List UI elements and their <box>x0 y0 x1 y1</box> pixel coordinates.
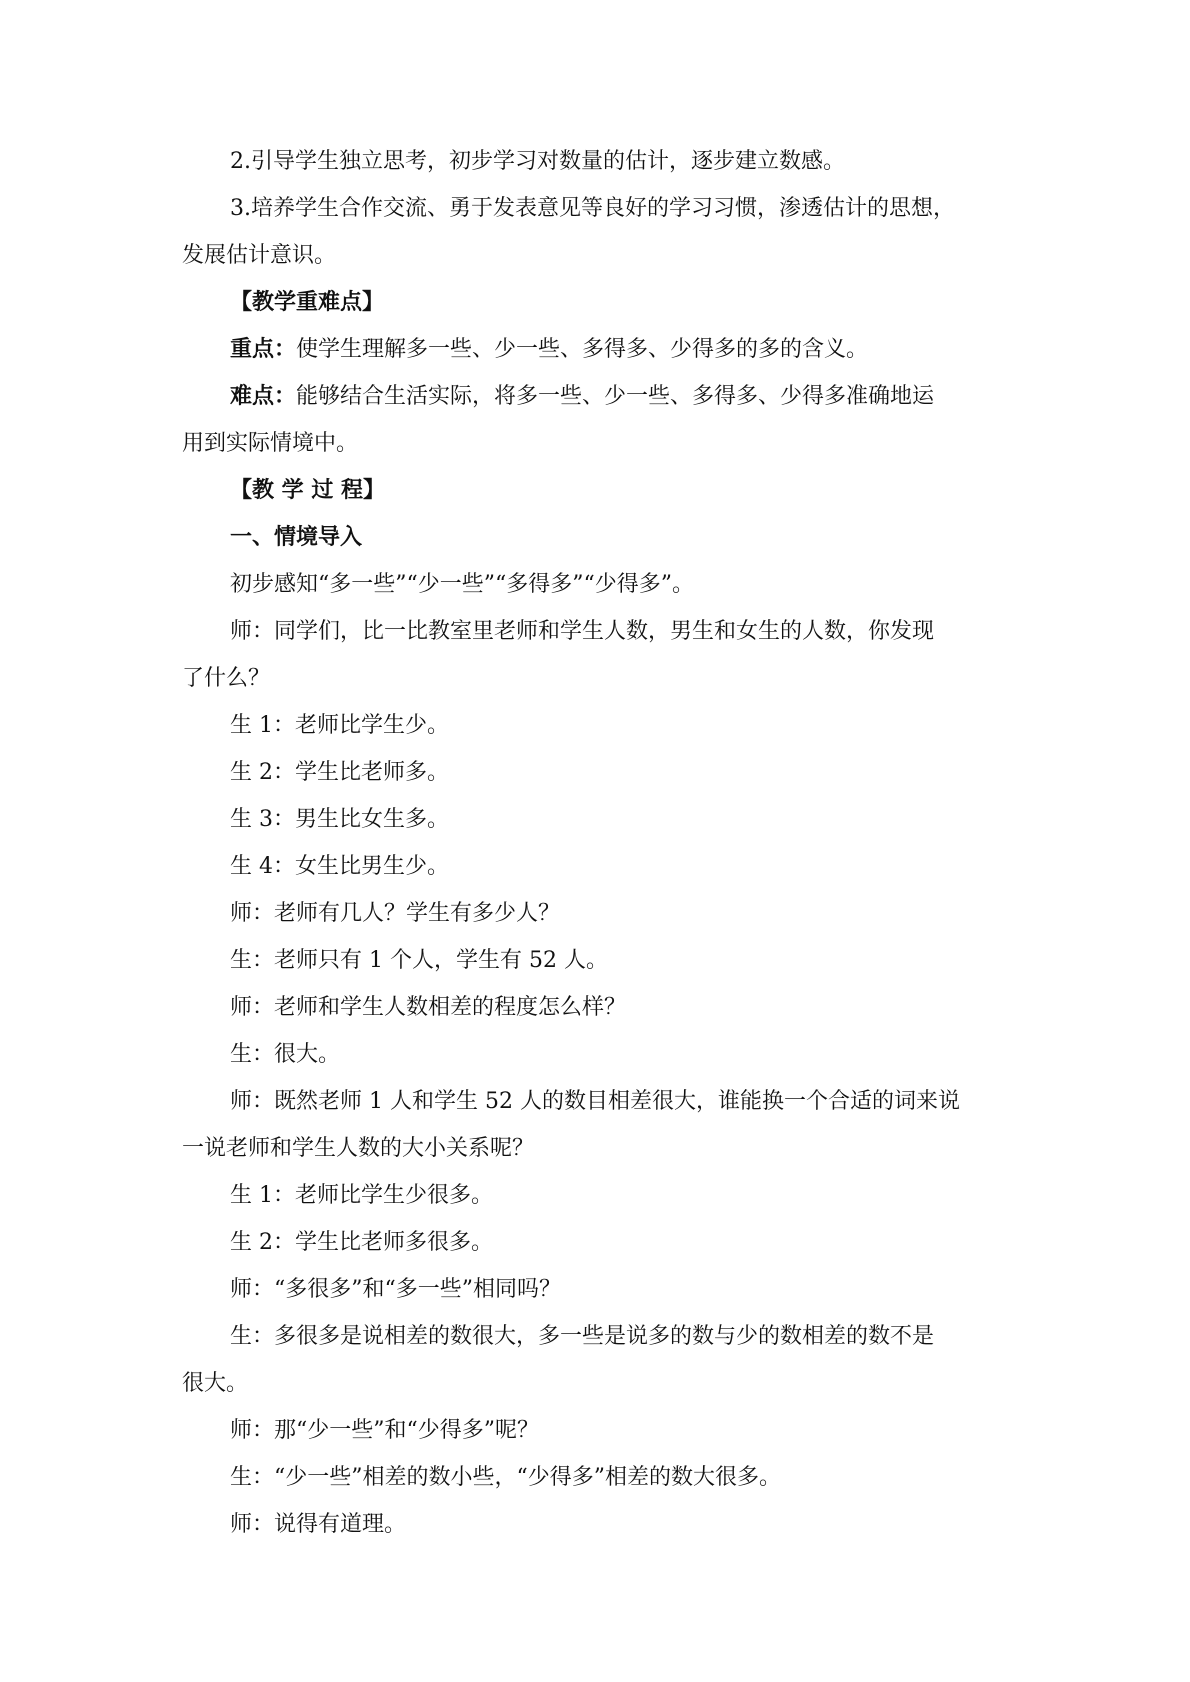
process-line: 师：老师有几人？学生有多少人？ <box>230 901 561 926</box>
process-line: 生 3：男生比女生多。 <box>230 807 449 832</box>
process-line: 生 2：学生比老师多。 <box>230 760 449 785</box>
process-line: 师：既然老师 1 人和学生 52 人的数目相差很大，谁能换一个合适的词来说 <box>230 1089 960 1114</box>
process-line: 师：说得有道理。 <box>230 1512 407 1537</box>
process-line: 生 1：老师比学生少很多。 <box>230 1183 493 1208</box>
process-line: 师：那“少一些”和“少得多”呢？ <box>230 1418 539 1443</box>
focus-paragraph <box>182 326 1022 373</box>
difficulty-paragraph <box>182 373 1022 420</box>
objective-item-3-line1: 3.培养学生合作交流、勇于发表意见等良好的学习习惯，渗透估计的思想， <box>230 196 955 221</box>
process-line: 生：很大。 <box>230 1042 341 1067</box>
process-line: 生：多很多是说相差的数很大，多一些是说多的数与少的数相差的数不是 <box>230 1324 935 1349</box>
focus-text: 使学生理解多一些、少一些、多得多、少得多的多的含义。 <box>296 337 869 362</box>
process-line: 生 1：老师比学生少。 <box>230 713 449 738</box>
difficulty-label: 难点： <box>230 384 297 409</box>
process-line: 生：老师只有 1 个人，学生有 52 人。 <box>230 948 608 973</box>
document-page <box>182 138 1022 1548</box>
key-points-heading: 【教学重难点】 <box>230 290 385 315</box>
process-line: 初步感知“多一些”“少一些”“多得多”“少得多”。 <box>230 572 694 597</box>
difficulty-text-line1: 能够结合生活实际，将多一些、少一些、多得多、少得多准确地运 <box>296 384 935 409</box>
process-line: 一说老师和学生人数的大小关系呢？ <box>182 1136 535 1161</box>
process-line: 很大。 <box>182 1371 249 1396</box>
section-1-title: 一、情境导入 <box>230 525 363 550</box>
process-line: 生 2：学生比老师多很多。 <box>230 1230 493 1255</box>
objective-item-2: 2.引导学生独立思考，初步学习对数量的估计，逐步建立数感。 <box>230 149 845 174</box>
difficulty-text-line2: 用到实际情境中。 <box>182 431 359 456</box>
focus-label: 重点： <box>230 337 297 362</box>
process-heading: 【教 学 过 程】 <box>230 478 385 503</box>
process-line: 师：“多很多”和“多一些”相同吗？ <box>230 1277 561 1302</box>
objective-item-3-line2: 发展估计意识。 <box>182 243 337 268</box>
process-line: 了什么？ <box>182 666 271 691</box>
process-line: 师：同学们，比一比教室里老师和学生人数，男生和女生的人数，你发现 <box>230 619 935 644</box>
process-line: 师：老师和学生人数相差的程度怎么样？ <box>230 995 627 1020</box>
process-line: 生 4：女生比男生少。 <box>230 854 449 879</box>
process-line: 生：“少一些”相差的数小些，“少得多”相差的数大很多。 <box>230 1465 781 1490</box>
